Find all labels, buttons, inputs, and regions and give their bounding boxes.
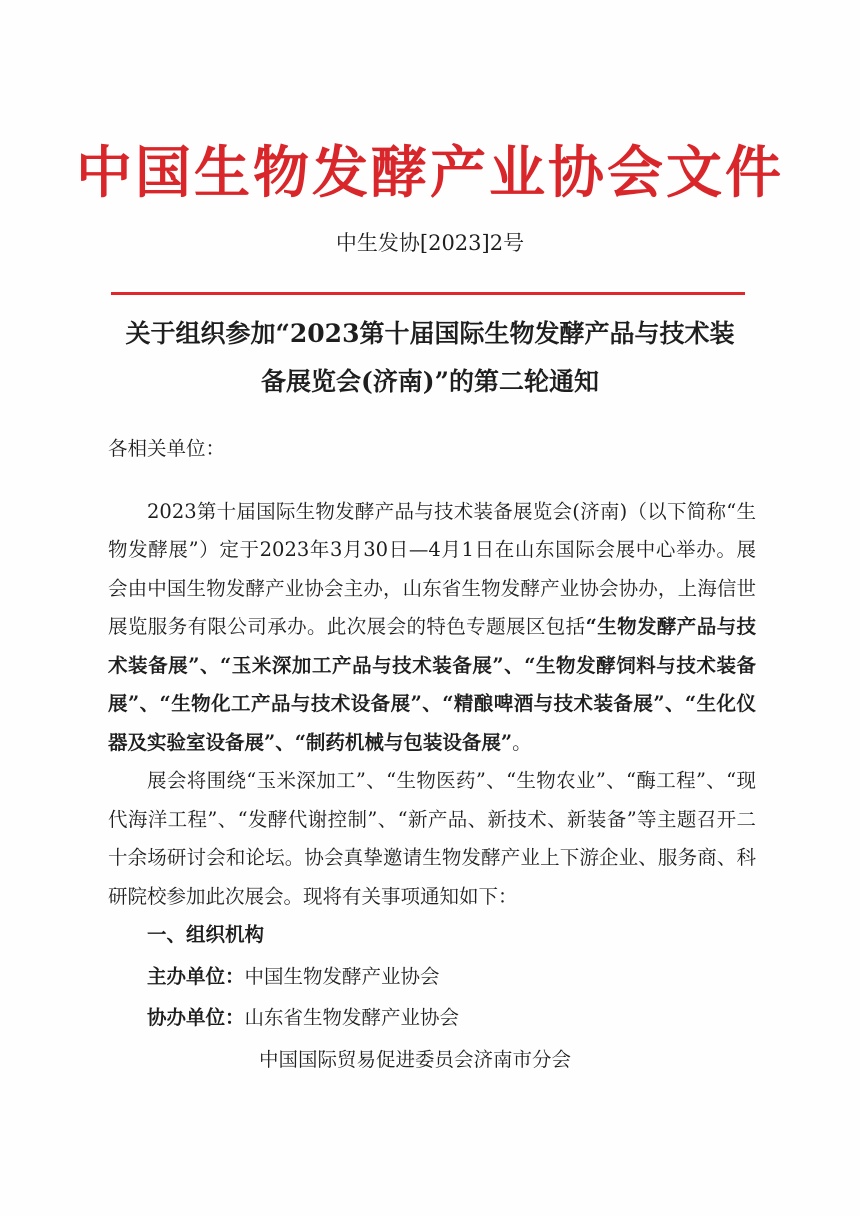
notice-title-line-1: 关于组织参加“2023第十届国际生物发酵产品与技术装: [125, 319, 735, 348]
coorganizer-value-2: 中国国际贸易促进委员会济南市分会: [259, 1047, 572, 1071]
salutation: 各相关单位：: [108, 437, 226, 460]
coorganizer-row: [108, 999, 756, 1038]
paragraph-topics: 展会将围绕“玉米深加工”、“生物医药”、“生物农业”、“酶工程”、“现代海洋工程”、“发酵代谢控制”、“新产品、新技术、新装备”等主题召开二十余场研讨会和论坛。协会真挚邀请生物发酵产业上下游企业、服务商、科研院校参加此次展会。现将有关事项通知如下：: [108, 769, 756, 908]
section-heading-organization: 一、组织机构: [147, 923, 265, 946]
organizer-label: 主办单位：: [147, 964, 245, 988]
document-number: 中生发协[2023]2号: [335, 231, 525, 255]
paragraph-intro-highlight: “生物发酵产品与技术装备展”、“玉米深加工产品与技术装备展”、“生物发酵饲料与技术装备展”、“生物化工产品与技术设备展”、“精酿啤酒与技术装备展”、“生化仪器及实验室设备展”、“制药机械与包装设备展”: [108, 615, 756, 754]
paragraph-intro: [108, 493, 756, 763]
notice-title-line-2: 备展览会(济南)”的第二轮通知: [260, 367, 600, 396]
red-divider-line: [111, 292, 745, 295]
paragraph-intro-end: 。: [512, 730, 532, 754]
coorganizer-value-1: 山东省生物发酵产业协会: [244, 1006, 460, 1029]
masthead-title: 中国生物发酵产业协会文件: [76, 140, 784, 206]
document-body: [108, 430, 756, 1079]
organizer-row: [108, 958, 756, 997]
organizer-value: 中国生物发酵产业协会: [244, 964, 440, 988]
notice-title: [100, 310, 760, 406]
paragraph-intro-text: 2023第十届国际生物发酵产品与技术装备展览会(济南)（以下简称“生物发酵展”）定于2023年3月30日—4月1日在山东国际会展中心举办。展会由中国生物发酵产业协会主办，山东省生物发酵产业协会协办，上海信世展览服务有限公司承办。此次展会的特色专题展区包括: [108, 499, 756, 638]
coorganizer-label: 协办单位：: [147, 1006, 245, 1029]
